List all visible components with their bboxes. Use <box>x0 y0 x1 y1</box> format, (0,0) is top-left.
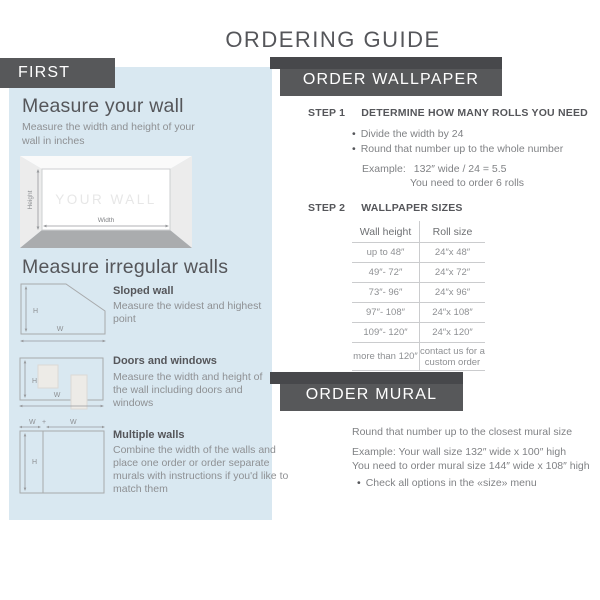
window-shape <box>38 365 58 388</box>
table-row <box>352 283 485 303</box>
table-cell: up to 48″ <box>352 243 420 262</box>
bullet-text: Round that number up to the whole number <box>360 143 564 155</box>
doors-windows-title: Doors and windows <box>113 355 217 367</box>
mural-example <box>352 446 590 473</box>
mural-example-line2: You need to order mural size 144″ wide x 108″ high <box>352 459 590 472</box>
mural-bullet-item <box>357 477 537 489</box>
mural-bullet-text: Check all options in the «size» menu <box>365 477 537 489</box>
h-label: H <box>32 378 38 385</box>
step1-title: DETERMINE HOW MANY ROLLS YOU NEED <box>361 107 588 119</box>
section-header-order-wallpaper <box>280 63 502 96</box>
step1-label: STEP 1 <box>308 107 346 119</box>
measure-wall-heading: Measure your wall <box>22 95 184 117</box>
table-row <box>352 263 485 283</box>
table-row <box>352 323 485 343</box>
ceiling-shape <box>20 156 192 169</box>
step1-row <box>308 107 588 119</box>
example-calculation: 132″ wide / 24 = 5.5 <box>413 163 507 175</box>
bullet-item <box>352 142 563 157</box>
table-cell: 97″- 108″ <box>352 303 420 322</box>
table-header-wall-height: Wall height <box>352 221 420 242</box>
wallpaper-sizes-table <box>352 221 485 371</box>
table-cell: 73″- 96″ <box>352 283 420 302</box>
example-result: You need to order 6 rolls <box>410 177 525 189</box>
plus-label: + <box>42 419 47 426</box>
step2-title: WALLPAPER SIZES <box>361 202 463 214</box>
section-header-order-wallpaper-label: ORDER WALLPAPER <box>302 70 480 88</box>
section-header-first <box>0 58 115 88</box>
table-cell: contact us for a custom order <box>420 345 485 368</box>
multiple-walls-title: Multiple walls <box>113 429 185 441</box>
table-row <box>352 343 485 371</box>
bullet-icon: • <box>352 143 356 155</box>
bullet-item <box>352 127 563 142</box>
sloped-wall-desc: Measure the widest and highest point <box>113 300 262 325</box>
table-cell: 24″x 108″ <box>432 307 473 318</box>
mural-example-line1: Example: Your wall size 132″ wide x 100″ high <box>352 446 567 458</box>
table-row <box>352 303 485 323</box>
w-label: W <box>70 419 77 426</box>
multiple-walls-diagram <box>19 417 109 495</box>
table-cell: 49″- 72″ <box>352 263 420 282</box>
table-header-roll-size: Roll size <box>432 225 473 238</box>
irregular-walls-heading: Measure irregular walls <box>22 256 229 278</box>
bullet-icon: • <box>352 128 356 140</box>
example-label: Example: <box>362 163 406 175</box>
page-title: ORDERING GUIDE <box>225 27 441 52</box>
doors-windows-diagram <box>19 357 109 413</box>
table-cell: more than 120″ <box>352 343 420 370</box>
wall-room-diagram <box>20 156 192 248</box>
multiple-walls-desc: Combine the width of the walls and place one order or order separate murals with instructions if you'd like to match them <box>113 444 289 495</box>
table-cell: 24″x 72″ <box>434 267 471 278</box>
h-label: H <box>32 459 38 466</box>
step2-row <box>308 202 463 214</box>
measure-wall-subtext: Measure the width and height of your wall in inches <box>22 121 195 147</box>
bullet-text: Divide the width by 24 <box>360 128 464 140</box>
floor-shape <box>20 230 192 248</box>
table-header-row <box>352 221 485 243</box>
step1-bullets <box>352 127 563 157</box>
table-cell: 24″x 96″ <box>434 287 471 298</box>
your-wall-label: YOUR WALL <box>55 192 157 207</box>
mural-instruction: Round that number up to the closest mural size <box>352 426 573 438</box>
table-cell: 24″x 120″ <box>432 327 473 338</box>
h-label: H <box>33 308 39 315</box>
door-shape <box>71 375 87 409</box>
sloped-wall-diagram <box>20 283 110 345</box>
table-row <box>352 243 485 263</box>
section-header-first-label: FIRST <box>18 64 71 81</box>
height-label: Height <box>27 190 34 210</box>
w-label: W <box>56 326 64 333</box>
bullet-icon: • <box>357 477 361 489</box>
section-header-order-mural-label: ORDER MURAL <box>305 385 438 403</box>
table-cell: 109″- 120″ <box>352 323 420 342</box>
sloped-wall-title: Sloped wall <box>113 285 174 297</box>
w-label: W <box>53 392 61 399</box>
width-label: Width <box>97 217 115 224</box>
table-cell: 24″x 48″ <box>434 247 471 258</box>
w-label: W <box>29 419 36 426</box>
section-header-order-mural <box>280 378 463 411</box>
doors-windows-desc: Measure the width and height of the wall including doors and windows <box>113 371 263 409</box>
step1-example <box>362 162 524 190</box>
step2-label: STEP 2 <box>308 202 346 214</box>
